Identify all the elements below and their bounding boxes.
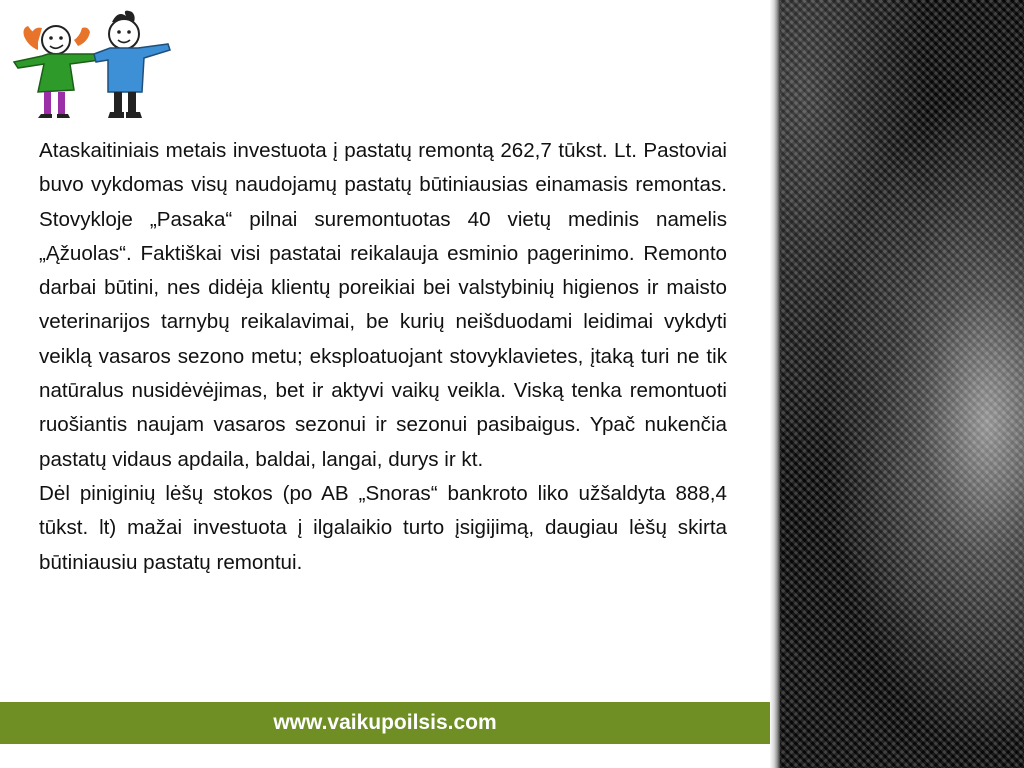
girl-figure [14, 26, 100, 118]
body-text [39, 134, 727, 580]
footer-bar [0, 702, 770, 744]
carbon-fiber-panel [780, 0, 1024, 768]
boy-figure [94, 11, 170, 118]
children-drawing-icon [8, 6, 173, 120]
footer-url[interactable]: www.vaikupoilsis.com [273, 711, 497, 734]
paragraph-1: Ataskaitiniais metais investuota į pastatų remontą 262,7 tūkst. Lt. Pastoviai buvo vykdomas visų naudojamų pastatų būtiniausias einamasis remontas. Stovykloje „Pasaka“ pilnai suremontuotas 40 vietų medinis namelis „Ąžuolas“. Faktiškai visi pastatai reikalauja esminio pagerinimo. Remonto darbai būtini, nes didėja klientų poreikiai bei valstybinių higienos ir maisto veterinarijos tarnybų reikalavimai, be kurių neišduodami leidimai vykdyti veiklą vasaros sezono metu; eksploatuojant stovyklavietes, įtaką turi ne tik natūralus nusidėvėjimas, bet ir aktyvi vaikų veikla. Viską tenka remontuoti ruošiantis naujam vasaros sezonui ir sezonui pasibaigus. Ypač nukenčia pastatų vidaus apdaila, baldai, langai, durys ir kt. [39, 139, 727, 471]
divider [770, 0, 780, 768]
paragraph-2: Dėl piniginių lėšų stokos (po AB „Snoras“ bankroto liko užšaldyta 888,4 tūkst. lt) mažai investuota į ilgalaikio turto įsigijimą, daugiau lėšų skirta būtiniausiu pastatų remontui. [39, 481, 727, 574]
